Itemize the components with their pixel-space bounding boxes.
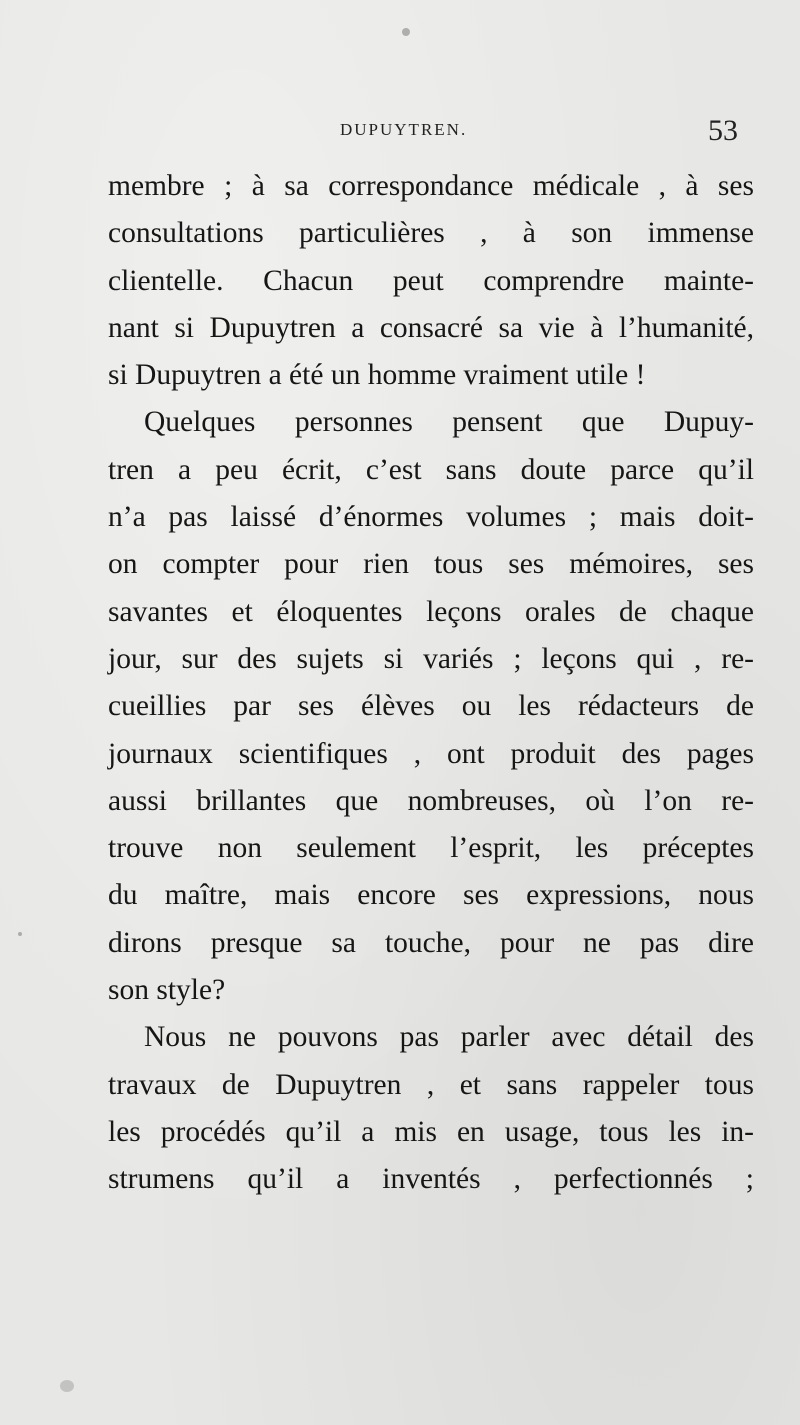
text-line: si Dupuytren a été un homme vraiment utile ! — [108, 359, 646, 392]
page-header — [108, 114, 738, 154]
text-line: du maître, mais encore ses expressions, nous — [108, 879, 754, 912]
text-line: aussi brillantes que nombreuses, où l’on re- — [108, 784, 754, 817]
page-number: 53 — [708, 114, 738, 147]
text-line: dirons presque sa touche, pour ne pas dire — [108, 926, 754, 959]
paper-speck — [18, 932, 22, 936]
paper-speck — [60, 1380, 74, 1392]
text-line: tren a peu écrit, c’est sans doute parce qu’il — [108, 453, 754, 486]
text-line: membre ; à sa correspondance médicale , à ses — [108, 170, 754, 202]
running-title: DUPUYTREN. — [340, 120, 468, 139]
text-line: son style? — [108, 974, 226, 1007]
text-line: savantes et éloquentes leçons orales de chaque — [108, 595, 754, 628]
text-line: nant si Dupuytren a consacré sa vie à l’humanité, — [108, 311, 754, 344]
text-line: cueillies par ses élèves ou les rédacteurs de — [108, 690, 754, 723]
text-line: on compter pour rien tous ses mémoires, ses — [108, 548, 754, 581]
text-line: clientelle. Chacun peut comprendre mainte- — [108, 264, 754, 297]
text-line: trouve non seulement l’esprit, les préceptes — [108, 832, 754, 865]
text-line: jour, sur des sujets si variés ; leçons qui , re- — [108, 642, 754, 675]
text-line: Quelques personnes pensent que Dupuy- — [144, 406, 754, 439]
text-line: Nous ne pouvons pas parler avec détail des — [144, 1021, 754, 1054]
paper-speck — [402, 28, 410, 36]
body-text — [108, 163, 754, 1204]
text-line: consultations particulières , à son immense — [108, 217, 754, 250]
text-line: n’a pas laissé d’énormes volumes ; mais doit- — [108, 501, 754, 534]
text-line: journaux scientifiques , ont produit des pages — [108, 737, 754, 770]
text-line: les procédés qu’il a mis en usage, tous les in- — [108, 1115, 754, 1148]
text-line: travaux de Dupuytren , et sans rappeler tous — [108, 1068, 754, 1101]
text-line: strumens qu’il a inventés , perfectionnés ; — [108, 1163, 754, 1196]
